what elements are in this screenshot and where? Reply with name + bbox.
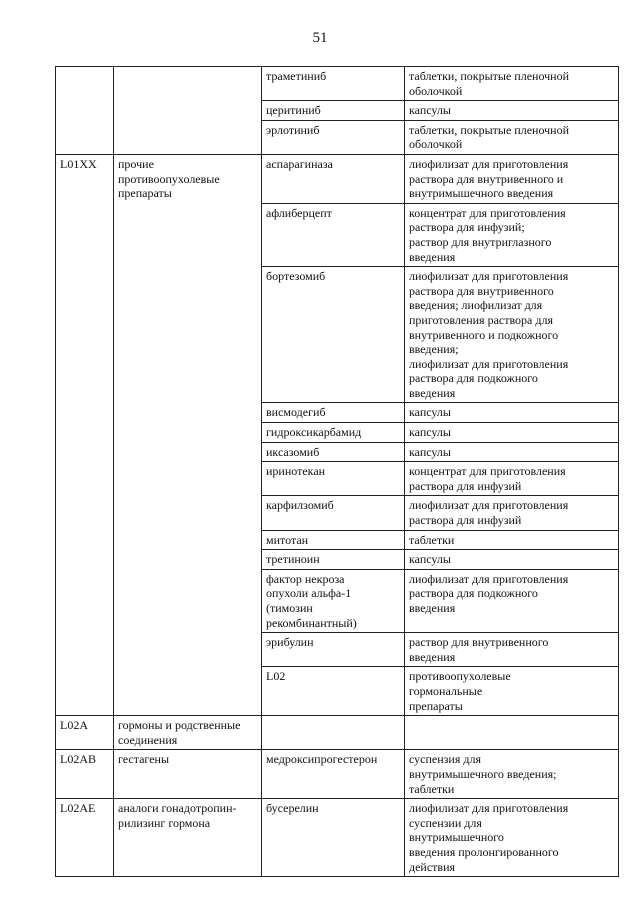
drug-name-cell xyxy=(262,101,405,121)
drug-name-cell-text: гидроксикарбамид xyxy=(266,425,362,440)
dosage-form-cell-text: капсулы xyxy=(409,444,451,459)
dosage-form-cell-text: раствор для внутривенного введения xyxy=(409,635,549,664)
medication-table xyxy=(55,66,619,877)
group-name-cell-text: противоопухолевые гормональные препараты xyxy=(409,669,511,713)
dosage-form-cell xyxy=(405,101,619,121)
atc-code-cell-text: L01XX xyxy=(60,156,97,171)
drug-name-cell xyxy=(262,716,405,750)
dosage-form-cell-text: капсулы xyxy=(409,425,451,440)
table-row xyxy=(56,154,619,203)
dosage-form-cell xyxy=(405,203,619,266)
group-name-cell-text: аналоги гонадотропин- рилизинг гормона xyxy=(118,801,237,830)
drug-name-cell xyxy=(262,799,405,877)
dosage-form-cell-text: лиофилизат для приготовления раствора для инфузий xyxy=(409,498,569,528)
atc-code-cell-text: L02 xyxy=(266,669,286,684)
dosage-form-cell-text: капсулы xyxy=(409,405,451,420)
drug-name-cell-text: бортезомиб xyxy=(266,269,326,284)
dosage-form-cell-text: таблетки, покрытые пленочной оболочкой xyxy=(409,122,570,152)
dosage-form-cell-text: концентрат для приготовления раствора для инфузий xyxy=(409,464,566,493)
group-name-cell xyxy=(114,799,262,877)
dosage-form-cell xyxy=(405,120,619,154)
drug-name-cell xyxy=(262,569,405,632)
drug-name-cell-text: митотан xyxy=(266,532,309,547)
dosage-form-cell xyxy=(405,423,619,443)
drug-name-cell-text: церитиниб xyxy=(266,103,321,118)
drug-name-cell xyxy=(262,633,405,667)
drug-name-cell xyxy=(262,120,405,154)
drug-name-cell-text: афлиберцепт xyxy=(266,205,332,220)
drug-name-cell-text: висмодегиб xyxy=(266,405,326,420)
drug-name-cell xyxy=(262,154,405,203)
dosage-form-cell xyxy=(405,462,619,496)
dosage-form-cell-text: суспензия для внутримышечного введения; таблетки xyxy=(409,752,557,796)
dosage-form-cell xyxy=(405,633,619,667)
drug-name-cell xyxy=(262,267,405,403)
dosage-form-cell xyxy=(405,267,619,403)
atc-code-cell-text: L02AB xyxy=(60,752,96,767)
atc-code-cell-text: L02A xyxy=(60,718,88,733)
drug-name-cell xyxy=(262,550,405,570)
dosage-form-cell-text: капсулы xyxy=(409,552,451,567)
dosage-form-cell xyxy=(405,530,619,550)
dosage-form-cell xyxy=(405,67,619,101)
drug-name-cell xyxy=(262,750,405,799)
drug-name-cell xyxy=(262,442,405,462)
dosage-form-cell xyxy=(405,442,619,462)
drug-name-cell-text: эрибулин xyxy=(266,635,314,650)
drug-name-cell-text: третиноин xyxy=(266,552,320,567)
group-name-cell xyxy=(114,67,262,155)
dosage-form-cell-text: концентрат для приготовления раствора для инфузий; раствор для внутриглазного введения xyxy=(409,205,566,264)
drug-name-cell xyxy=(262,403,405,423)
dosage-form-cell xyxy=(405,750,619,799)
dosage-form-cell xyxy=(405,569,619,632)
group-name-cell xyxy=(405,667,619,716)
drug-name-cell xyxy=(262,67,405,101)
dosage-form-cell xyxy=(405,403,619,423)
table-row xyxy=(56,67,619,101)
atc-code-cell xyxy=(56,67,114,155)
group-name-cell-text: гестагены xyxy=(118,752,170,767)
drug-name-cell xyxy=(262,203,405,266)
table-row xyxy=(56,799,619,877)
group-name-cell xyxy=(114,716,262,750)
group-name-cell-text: гормоны и родственные соединения xyxy=(118,718,241,747)
drug-name-cell-text: траметиниб xyxy=(266,69,327,83)
dosage-form-cell xyxy=(405,716,619,750)
drug-name-cell-text: аспарагиназа xyxy=(266,156,333,171)
drug-name-cell-text: медроксипрогестерон xyxy=(266,752,378,767)
group-name-cell xyxy=(114,154,262,715)
dosage-form-cell-text: таблетки xyxy=(409,532,455,547)
group-name-cell-text: прочие противоопухолевые препараты xyxy=(118,156,220,201)
table-row xyxy=(56,750,619,799)
dosage-form-cell-text: лиофилизат для приготовления раствора для внутривенного введения; лиофилизат для приготовления раствора для внутривенного и подкожного введения; лиофилизат для приготовления раствора для подкожного введения xyxy=(409,269,569,400)
dosage-form-cell xyxy=(405,550,619,570)
drug-name-cell-text: эрлотиниб xyxy=(266,122,320,137)
dosage-form-cell-text: лиофилизат для приготовления раствора для внутривенного и внутримышечного введения xyxy=(409,156,569,201)
group-name-cell xyxy=(114,750,262,799)
drug-name-cell-text: фактор некроза опухоли альфа-1 (тимозин рекомбинантный) xyxy=(266,571,357,630)
drug-name-cell-text: иксазомиб xyxy=(266,444,320,459)
dosage-form-cell-text: таблетки, покрытые пленочной оболочкой xyxy=(409,69,570,98)
atc-code-cell xyxy=(262,667,405,716)
dosage-form-cell xyxy=(405,154,619,203)
dosage-form-cell-text: капсулы xyxy=(409,103,451,118)
drug-name-cell-text: бусерелин xyxy=(266,801,319,816)
atc-code-cell xyxy=(56,716,114,750)
atc-code-cell-text: L02AE xyxy=(60,801,96,816)
drug-name-cell xyxy=(262,496,405,530)
drug-name-cell xyxy=(262,462,405,496)
drug-name-cell xyxy=(262,530,405,550)
table-row xyxy=(56,716,619,750)
drug-name-cell xyxy=(262,423,405,443)
atc-code-cell xyxy=(56,750,114,799)
page-number: 51 xyxy=(312,30,328,46)
dosage-form-cell xyxy=(405,799,619,877)
dosage-form-cell xyxy=(405,496,619,530)
dosage-form-cell-text: лиофилизат для приготовления суспензии для внутримышечного введения пролонгированного действия xyxy=(409,801,569,874)
atc-code-cell xyxy=(56,799,114,877)
drug-name-cell-text: карфилзомиб xyxy=(266,498,334,513)
atc-code-cell xyxy=(56,154,114,715)
drug-name-cell-text: иринотекан xyxy=(266,464,326,479)
dosage-form-cell-text: лиофилизат для приготовления раствора для подкожного введения xyxy=(409,571,569,615)
